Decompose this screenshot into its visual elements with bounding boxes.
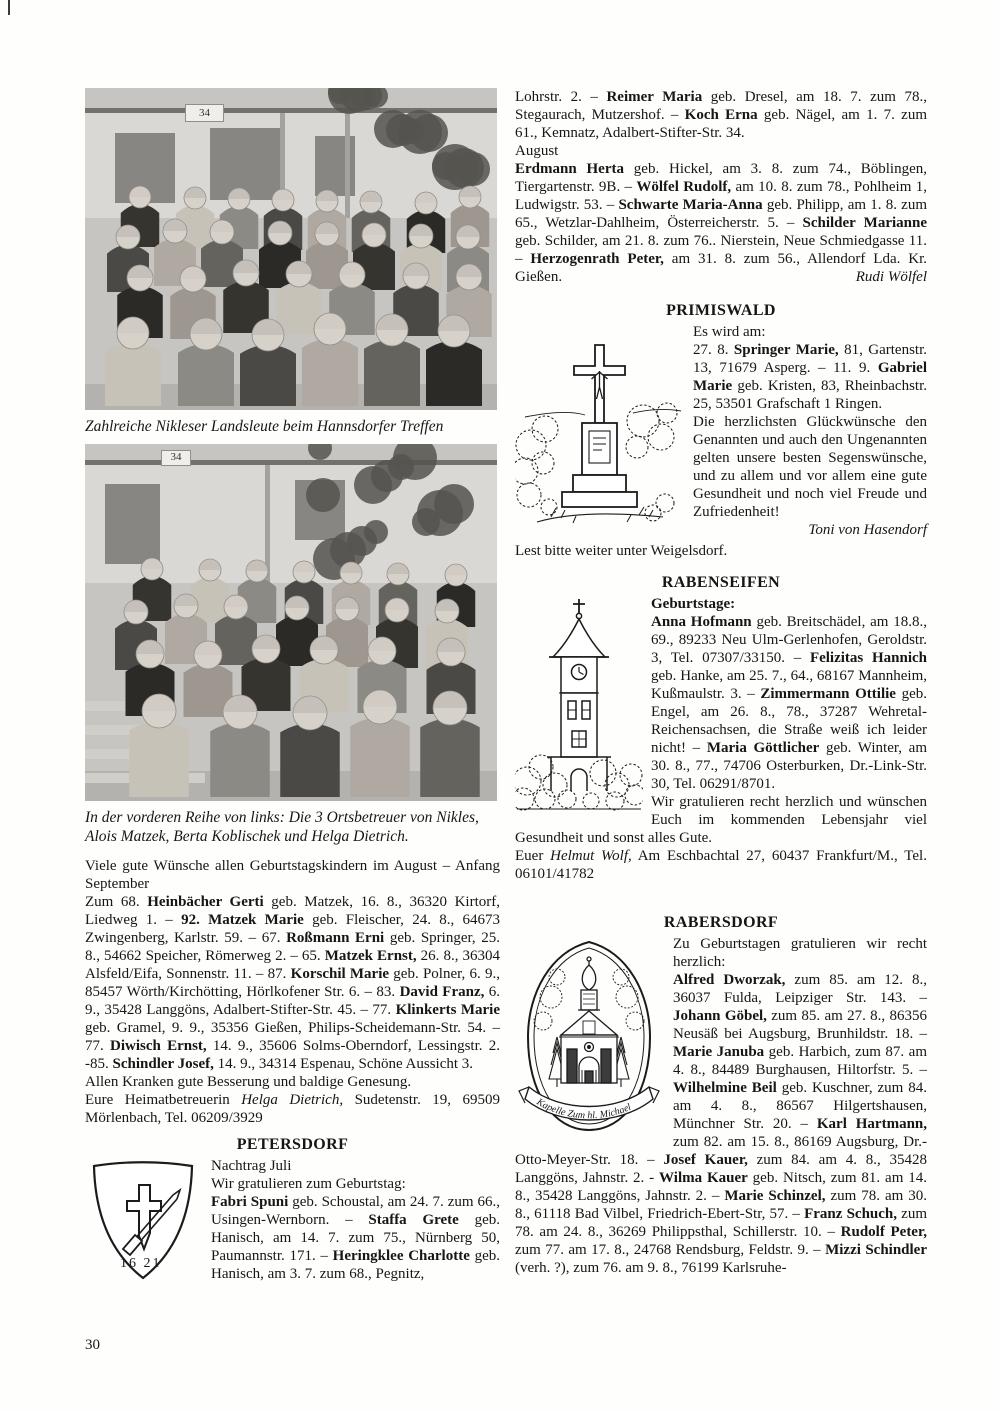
primiswald-entries: 27. 8. Springer Marie, 81, Gartenstr. 13, 71679 Asperg. – 11. 9. Gabriel Marie geb. Kristen, 83, Rheinbachstr. 25, 53501 Grafschaft 1 Ringen. [693,342,927,412]
primiswald-title: PRIMISWALD [666,302,776,319]
section-rabenseifen [515,573,927,883]
church-tower-illustration [515,595,643,817]
rabenseifen-entries: Anna Hofmann geb. Breitschädel, am 18.8., 69., 89233 Neu Ulm-Gerlenhofen, Geroldstr. 3, Tel. 07307/33150. – Felizitas Hannich geb. Hanke, am 25. 7., 64., 68167 Mannheim, Kußmaulstr. 3. – Zimmermann Ottilie geb. Engel, am 26. 8., 78., 37287 Wehretal-Reichensachsen, die Straße weiß ich leider nicht! – Maria Göttlicher geb. Winter, am 30. 8., 77., 74706 Osterburken, Dr.-Link-Str. 30, Tel. 06291/8701. [651,614,927,792]
section-petersdorf [85,1135,500,1283]
page-number: 30 [85,1337,100,1353]
birthday-wishes-block [85,857,500,1127]
bushes [515,755,643,810]
left-column [85,88,500,1291]
rabersdorf-entries: Alfred Dworzak, zum 85. am 12. 8., 36037 Fulda, Leipziger Str. 143. – Johann Göbel, zum 85. am 27. 8., 86356 Neusäß bei Augsburg, Brunhildstr. 18. – Marie Januba geb. Harbich, zum 87. am 4. 8., 84489 Burghausen, Hiltorfstr. 5. – Wilhelmine Beil geb. Kuschner, zum 84. am 4. 8., 86567 Hilgertshausen, Münchner Str. 20. – Karl Hartmann, zum 82. am 15. 8., 86169 Augsburg, Dr.-Otto-Meyer-Str. 18. – Josef Kauer, zum 84. am 4. 8., 35428 Langgöns, Jahnstr. 2. - Wilma Kauer geb. Nitsch, zum 81. am 14. 8., 35428 Langgöns, Jahnstr. 2. – Marie Schinzel, zum 78. am 30. 8., 61118 Bad Vilbel, Friedrich-Ebert-Str, 57. – Franz Schuch, zum 78. am 24. 8., 36269 Philippsthal, Schillerstr. 10. – Rudolf Peter, zum 77. am 17. 8., 24768 Rendsburg, Feldstr. 9. – Mizzi Schindler (verh. ?), zum 76. am 9. 8., 76199 Karlsruhe- [515,972,928,1276]
photo2-caption: In der vorderen Reihe von links: Die 3 Ortsbetreuer von Nikles, Alois Matzek, Berta Koblischek und Helga Dietrich. [85,808,479,845]
primiswald-footer: Lest bitte weiter unter Weigelsdorf. [515,543,728,559]
primiswald-lead: Es wird am: [693,324,766,340]
section-primiswald [515,301,927,560]
petersdorf-crest-illustration [85,1159,201,1289]
group-photo-2-image [85,444,497,801]
rabenseifen-signoff: Euer Helmut Wolf, Am Eschbachtal 27, 60437 Frankfurt/M., Tel. 06101/41782 [515,848,927,882]
rabersdorf-intro: Zu Geburtstagen gratulieren wir recht herzlich: [673,936,927,970]
photo1-caption: Zahlreiche Nikleser Landsleute beim Hannsdorfer Treffen [85,418,444,435]
birthday-intro: Viele gute Wünsche allen Geburtstagskindern im August – Anfang September [85,857,500,892]
chapel [559,957,619,1083]
emblem-banner-text: Kapelle Zum hl. Michael [534,1096,633,1122]
crest-year: 16 21 [120,1255,162,1271]
rabenseifen-subtitle: Geburtstage: [651,596,736,612]
right-column [515,88,927,1277]
page-margin-tick [8,0,10,15]
petersdorf-entries: Fabri Spuni geb. Schoustal, am 24. 7. zum 66., Usingen-Wernborn. – Staffa Grete geb. Hanisch, am 14. 7. zum 75., Nürnberg 50, Paumannstr. 171. – Heringklee Charlotte geb. Hanisch, am 3. 7. zum 68., Pegnitz, [211,1193,501,1282]
petersdorf-note: Nachtrag Juli [211,1157,292,1174]
petersdorf-greeting: Wir gratulieren zum Geburtstag: [211,1175,406,1192]
chapel-emblem-illustration [515,937,663,1149]
august-label: August [515,143,559,159]
august-birthdays: Erdmann Herta geb. Hickel, am 3. 8. zum 74., Böblingen, Tiergartenstr. 9B. – Wölfel Rudolf, am 10. 8. zum 78., Pohlheim 1, Ludwigstr. 53. – Schwarte Maria-Anna geb. Philipp, am 1. 8. zum 65., Wetzlar-Dahlheim, Österreicherstr. 5. – Schilder Marianne geb. Schilder, am 21. 8. zum 76.. Nierstein, Neue Schmiedgasse 11. – Herzogenrath Peter, am 31. 8. zum 56., Allendorf Lda. Kr. Gießen. [515,161,928,285]
primiswald-signature: Toni von Hasendorf [808,522,927,538]
sick-note: Allen Kranken gute Besserung und baldige Genesung. [85,1073,412,1090]
group-photo-1 [85,88,497,410]
primiswald-wishes: Die herzlichsten Glückwünsche den Genannten und auch den Ungenannten gelten unsere besten Segenswünsche, und zu allem und vor allem eine gute Gesundheit und noch viel Freude und Zufriedenheit! [693,414,927,520]
house-number-sign-1: 34 [185,104,224,122]
group-photo-1-image [85,88,497,410]
house-number-sign-2: 34 [161,450,191,466]
rabenseifen-closing: Wir gratulieren recht herzlich und wünschen Euch im kommenden Lebensjahr viel Gesundheit und sonst alles Gute. [515,794,927,846]
caretaker-note: Eure Heimatbetreuerin Helga Dietrich, Sudetenstr. 19, 69509 Mörlenbach, Tel. 06209/3929 [85,1091,501,1126]
rabenseifen-title: RABENSEIFEN [661,574,781,591]
column-signature: Rudi Wölfel [855,269,927,285]
wayside-cross-illustration [515,325,685,540]
section-rabersdorf [515,913,927,1277]
july-birthdays: Lohrstr. 2. – Reimer Maria geb. Dresel, am 18. 7. zum 78., Stegaurach, Mutzershof. – Koch Erna geb. Nägel, am 1. 7. zum 61., Kemnatz, Adalbert-Stifter-Str. 34. [515,89,927,141]
group-photo-2 [85,444,497,801]
birthday-list: Zum 68. Heinbächer Gerti geb. Matzek, 16. 8., 36320 Kirtorf, Liedweg 1. – 92. Matzek Marie geb. Fleischer, 24. 8., 64673 Zwingenberg, Karlstr. 59. – 67. Roßmann Erni geb. Springer, 25. 8., 54662 Speicher, Römerweg 2. – 65. Matzek Ernst, 26. 8., 36304 Alsfeld/Eifa, Sonnenstr. 11. – 87. Korschil Marie geb. Polner, 6. 9., 85457 Wörth/Kirchötting, Hörlkofener Str. 6. – 83. David Franz, 6. 9., 35428 Langgöns, Adalbert-Stifter-Str. 45. – 77. Klinkerts Marie geb. Gramel, 9. 9., 35356 Gießen, Philips-Scheidemann-Str. 54. – 77. Diwisch Ernst, 14. 9., 35606 Solms-Oberndorf, Lessingstr. 2. -85. Schindler Josef, 14. 9., 34314 Espenau, Schöne Aussicht 3. [85,893,501,1072]
crucifix-monument [525,345,681,523]
rabersdorf-title: RABERSDORF [663,914,779,931]
petersdorf-title: PETERSDORF [236,1135,349,1153]
